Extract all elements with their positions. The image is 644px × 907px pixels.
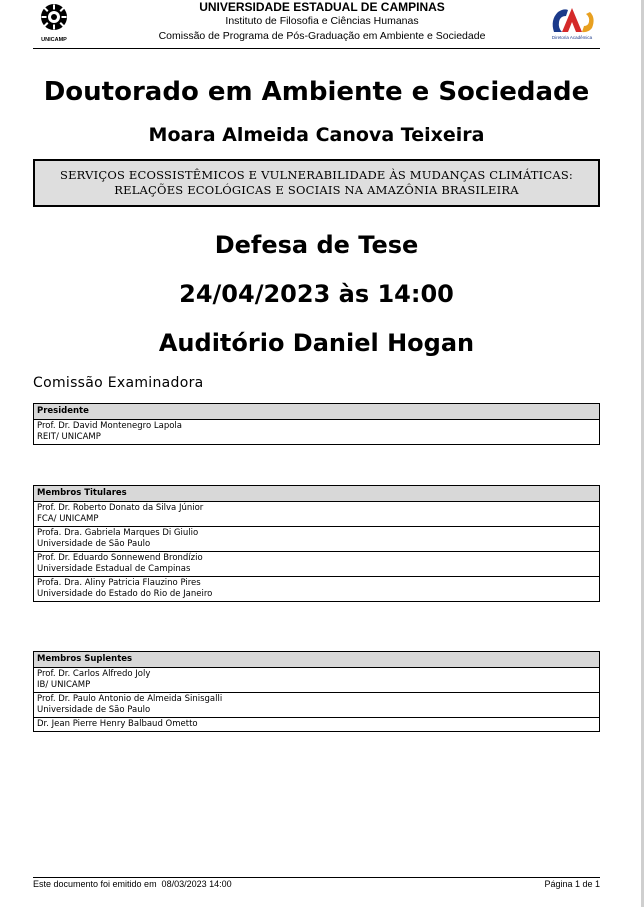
member-name: Prof. Dr. Paulo Antonio de Almeida Sinisgalli: [37, 694, 223, 704]
member-affiliation: Universidade do Estado do Rio de Janeiro: [37, 589, 213, 599]
table-row: [34, 527, 599, 552]
institution-header: [80, 0, 564, 44]
header-divider: [33, 48, 600, 49]
dac-logo: [542, 6, 602, 46]
member-affiliation: FCA/ UNICAMP: [37, 514, 99, 524]
member-affiliation: Universidade de São Paulo: [37, 705, 151, 715]
defense-datetime: 24/04/2023 às 14:00: [179, 280, 454, 308]
table-row: [34, 502, 599, 527]
committee-heading: Comissão Examinadora: [33, 375, 204, 391]
member-name: Dr. Jean Pierre Henry Balbaud Ometto: [37, 719, 198, 729]
unicamp-logo: [34, 3, 74, 47]
emission-note: Este documento foi emitido em 08/03/2023 14:00: [33, 879, 232, 889]
table-row: [34, 668, 599, 693]
university-name: UNIVERSIDADE ESTADUAL DE CAMPINAS: [199, 0, 445, 14]
thesis-title: SERVIÇOS ECOSSISTÊMICOS E VULNERABILIDADE ÀS MUDANÇAS CLIMÁTICAS: RELAÇÕES ECOLÓGICAS E SOCIAIS NA AMAZÔNIA BRASILEIRA: [60, 168, 573, 197]
member-name: Prof. Dr. David Montenegro Lapola: [37, 421, 182, 431]
suplentes-table: [33, 651, 600, 732]
member-name: Prof. Dr. Carlos Alfredo Joly: [37, 669, 151, 679]
thesis-title-box: [33, 159, 600, 207]
member-name: Profa. Dra. Gabriela Marques Di Giulio: [37, 528, 199, 538]
member-name: Prof. Dr. Eduardo Sonnewend Brondízio: [37, 553, 203, 563]
member-name: Prof. Dr. Roberto Donato da Silva Júnior: [37, 503, 204, 513]
table-row: [34, 420, 599, 444]
course-title: Doutorado em Ambiente e Sociedade: [43, 77, 590, 107]
dac-logo-icon: [546, 6, 598, 34]
president-table: [33, 403, 600, 445]
member-affiliation: Universidade Estadual de Campinas: [37, 564, 191, 574]
table-header: Membros Titulares: [34, 486, 599, 502]
titulares-table: [33, 485, 600, 602]
table-header: Presidente: [34, 404, 599, 420]
student-name: Moara Almeida Canova Teixeira: [148, 124, 485, 146]
page-number: Página 1 de 1: [544, 879, 600, 889]
institute-name: Instituto de Filosofia e Ciências Humanas: [225, 15, 419, 27]
commission-name: Comissão de Programa de Pós-Graduação em Ambiente e Sociedade: [158, 30, 486, 42]
unicamp-logo-caption: UNICAMP: [41, 37, 67, 43]
table-row: [34, 552, 599, 577]
defense-location: Auditório Daniel Hogan: [158, 329, 475, 357]
member-affiliation: REIT/ UNICAMP: [37, 432, 101, 442]
table-header: Membros Suplentes: [34, 652, 599, 668]
member-affiliation: Universidade de São Paulo: [37, 539, 151, 549]
table-row: [34, 693, 599, 718]
table-row: [34, 577, 599, 601]
member-name: Profa. Dra. Aliny Patricia Flauzino Pires: [37, 578, 201, 588]
footer-divider: [33, 877, 600, 878]
defense-type: Defesa de Tese: [214, 231, 419, 259]
unicamp-seal-icon: [40, 3, 68, 31]
dac-logo-caption: Diretoria Acadêmica: [551, 35, 593, 40]
table-row: [34, 718, 599, 731]
member-affiliation: IB/ UNICAMP: [37, 680, 91, 690]
